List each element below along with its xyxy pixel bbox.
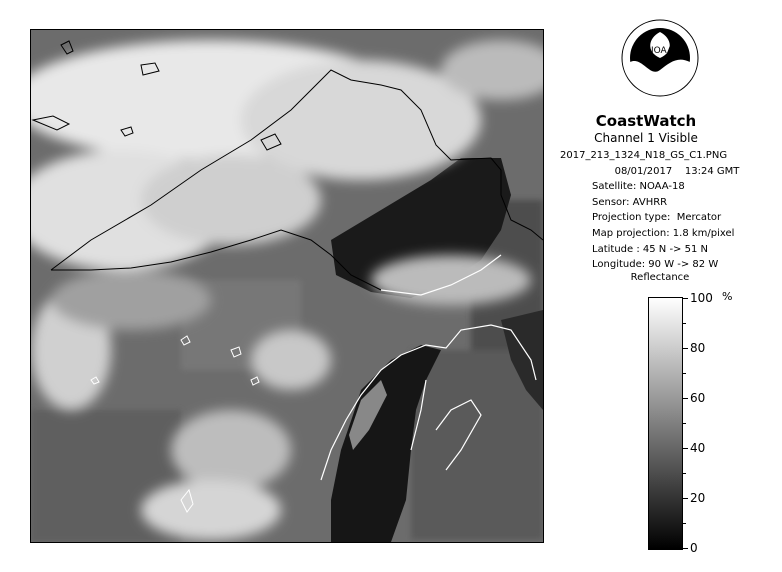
satellite-map-svg — [31, 30, 543, 542]
filename: 2017_213_1324_N18_GS_C1.PNG — [560, 150, 728, 161]
colorbar-tick — [682, 398, 688, 399]
colorbar-tick-label: 0 — [690, 541, 698, 555]
legend-unit: % — [722, 290, 733, 303]
app-title: CoastWatch — [595, 112, 697, 130]
image-info — [560, 148, 780, 273]
colorbar-tick — [682, 498, 688, 499]
colorbar-minor-tick — [682, 373, 686, 374]
longitude-range: Longitude: 90 W -> 82 W — [592, 259, 719, 271]
colorbar-tick — [682, 348, 688, 349]
colorbar-minor-tick — [682, 523, 686, 524]
colorbar-tick-label: 80 — [690, 341, 706, 355]
satellite-image — [30, 29, 544, 543]
datetime: 08/01/2017 13:24 GMT — [614, 165, 740, 177]
sensor: Sensor: AVHRR — [592, 196, 668, 208]
colorbar-tick-label: 20 — [690, 491, 706, 505]
colorbar-tick-label: 40 — [690, 441, 706, 455]
channel-subtitle: Channel 1 Visible — [594, 131, 698, 145]
noaa-logo — [620, 18, 700, 98]
svg-text:NOAA: NOAA — [646, 46, 674, 56]
satellite: Satellite: NOAA-18 — [592, 181, 685, 193]
map-projection: Map projection: 1.8 km/pixel — [592, 227, 735, 239]
colorbar-minor-tick — [682, 473, 686, 474]
colorbar-minor-tick — [682, 323, 686, 324]
colorbar-tick — [682, 448, 688, 449]
colorbar-tick — [682, 548, 688, 549]
colorbar-minor-tick — [682, 423, 686, 424]
colorbar-tick-label: 100 — [690, 291, 713, 305]
projection-type: Projection type: Mercator — [592, 212, 722, 224]
latitude-range: Latitude : 45 N -> 51 N — [592, 243, 708, 255]
colorbar-tick — [682, 298, 688, 299]
legend-title: Reflectance — [630, 272, 690, 283]
colorbar-tick-label: 60 — [690, 391, 706, 405]
reflectance-colorbar — [648, 297, 683, 550]
